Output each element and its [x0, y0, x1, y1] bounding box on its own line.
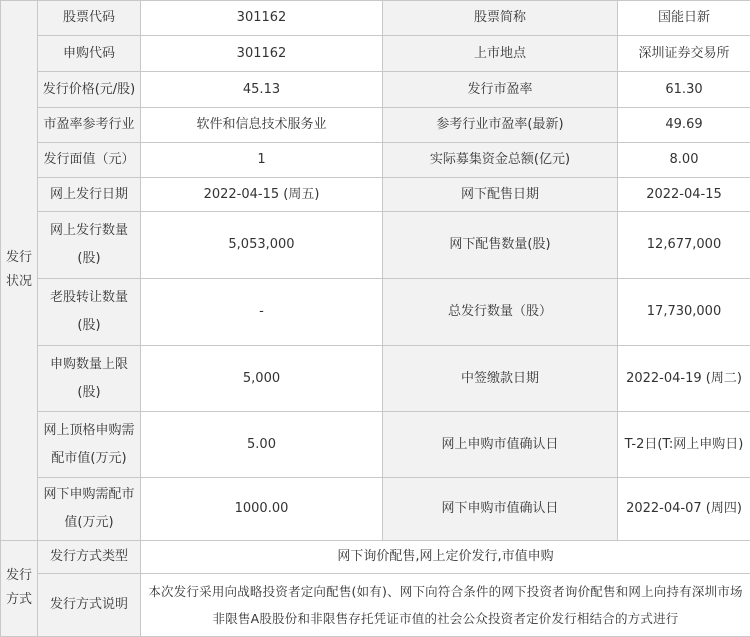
online-market-value-confirm-label: 网上申购市值确认日 [383, 412, 618, 478]
face-value-value: 1 [141, 143, 383, 178]
offline-market-value-confirm-value: 2022-04-07 (周四) [618, 478, 750, 541]
issue-price-label: 发行价格(元/股) [38, 72, 141, 108]
subscription-limit-label: 申购数量上限(股) [38, 346, 141, 412]
online-required-market-value-value: 5.00 [141, 412, 383, 478]
stock-name-label: 股票简称 [383, 1, 618, 36]
payment-date-value: 2022-04-19 (周二) [618, 346, 750, 412]
issue-method-description-value: 本次发行采用向战略投资者定向配售(如有)、网下向符合条件的网下投资者询价配售和网上向持有深圳市场非限售A股股份和非限售存托凭证市值的社会公众投资者定价发行相结合的方式进行 [141, 574, 750, 637]
offline-market-value-confirm-label: 网下申购市值确认日 [383, 478, 618, 541]
industry-pe-label: 参考行业市盈率(最新) [383, 108, 618, 143]
online-issue-quantity-value: 5,053,000 [141, 212, 383, 279]
online-issue-quantity-label: 网上发行数量(股) [38, 212, 141, 279]
old-share-transfer-value: - [141, 279, 383, 346]
raised-funds-label: 实际募集资金总额(亿元) [383, 143, 618, 178]
table-row [1, 279, 750, 346]
stock-name-value: 国能日新 [618, 1, 750, 36]
pe-reference-industry-label: 市盈率参考行业 [38, 108, 141, 143]
issue-method-group-label: 发行方式 [1, 541, 38, 637]
stock-code-label: 股票代码 [38, 1, 141, 36]
issue-pe-value: 61.30 [618, 72, 750, 108]
table-row [1, 143, 750, 178]
offline-required-market-value-label: 网下申购需配市值(万元) [38, 478, 141, 541]
online-required-market-value-label: 网上顶格申购需配市值(万元) [38, 412, 141, 478]
offline-required-market-value-value: 1000.00 [141, 478, 383, 541]
issue-method-description-label: 发行方式说明 [38, 574, 141, 637]
stock-code-value: 301162 [141, 1, 383, 36]
table-row [1, 541, 750, 574]
table-row [1, 1, 750, 36]
issue-status-group-label: 发行状况 [1, 1, 38, 541]
offline-placement-quantity-label: 网下配售数量(股) [383, 212, 618, 279]
table-row [1, 72, 750, 108]
table-row [1, 108, 750, 143]
face-value-label: 发行面值（元） [38, 143, 141, 178]
table-row [1, 478, 750, 541]
offline-placement-date-label: 网下配售日期 [383, 178, 618, 212]
subscribe-code-label: 申购代码 [38, 36, 141, 72]
table-row [1, 412, 750, 478]
issue-method-type-label: 发行方式类型 [38, 541, 141, 574]
table-row [1, 212, 750, 279]
raised-funds-value: 8.00 [618, 143, 750, 178]
online-issue-date-label: 网上发行日期 [38, 178, 141, 212]
listing-place-value: 深圳证券交易所 [618, 36, 750, 72]
online-market-value-confirm-value: T-2日(T:网上申购日) [618, 412, 750, 478]
old-share-transfer-label: 老股转让数量(股) [38, 279, 141, 346]
offline-placement-date-value: 2022-04-15 [618, 178, 750, 212]
table-row [1, 574, 750, 637]
online-issue-date-value: 2022-04-15 (周五) [141, 178, 383, 212]
issue-price-value: 45.13 [141, 72, 383, 108]
total-issue-quantity-label: 总发行数量（股） [383, 279, 618, 346]
total-issue-quantity-value: 17,730,000 [618, 279, 750, 346]
payment-date-label: 中签缴款日期 [383, 346, 618, 412]
subscribe-code-value: 301162 [141, 36, 383, 72]
subscription-limit-value: 5,000 [141, 346, 383, 412]
issue-pe-label: 发行市盈率 [383, 72, 618, 108]
pe-reference-industry-value: 软件和信息技术服务业 [141, 108, 383, 143]
table-row [1, 178, 750, 212]
offline-placement-quantity-value: 12,677,000 [618, 212, 750, 279]
table-row [1, 36, 750, 72]
table-row [1, 346, 750, 412]
industry-pe-value: 49.69 [618, 108, 750, 143]
issue-method-type-value: 网下询价配售,网上定价发行,市值申购 [141, 541, 750, 574]
listing-place-label: 上市地点 [383, 36, 618, 72]
